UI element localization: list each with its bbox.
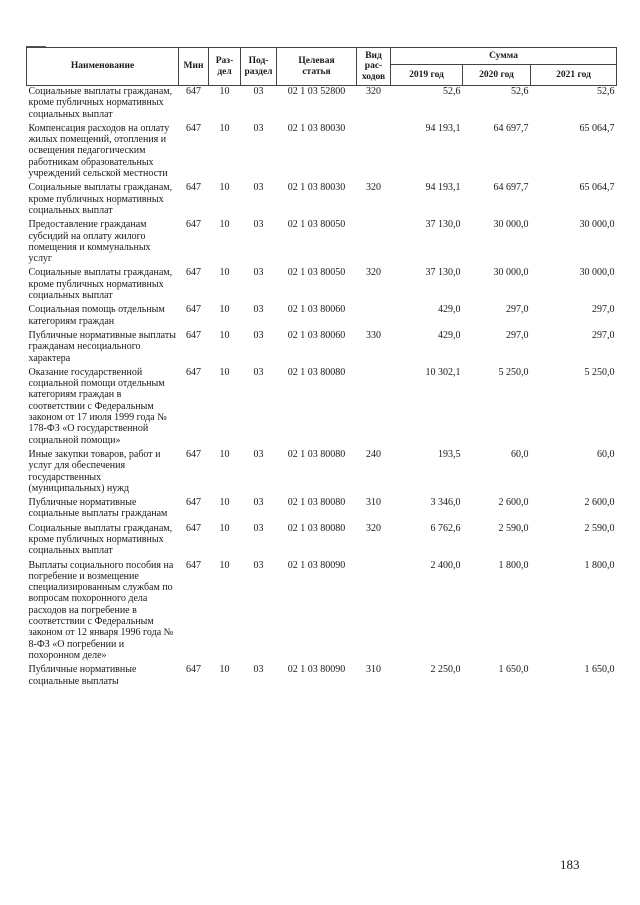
col-header-2020: 2020 год <box>463 65 531 86</box>
row-min: 647 <box>186 267 201 279</box>
row-expense-type: 320 <box>366 522 381 534</box>
row-min: 647 <box>186 182 201 194</box>
row-min: 647 <box>186 329 201 341</box>
row-sum-2021: 30 000,0 <box>579 219 615 231</box>
row-razdel: 10 <box>219 522 230 534</box>
row-target: 02 1 03 80080 <box>287 366 346 378</box>
row-razdel: 10 <box>219 219 230 231</box>
row-podrazdel: 03 <box>253 219 264 231</box>
row-min: 647 <box>186 448 201 460</box>
row-min: 647 <box>186 86 201 97</box>
row-name: Публичные нормативные социальные выплаты гражданам <box>28 497 168 520</box>
table-row <box>27 301 617 327</box>
row-sum-2019: 429,0 <box>438 329 461 341</box>
row-sum-2020: 2 590,0 <box>498 522 529 534</box>
table-row <box>27 520 617 557</box>
table-row <box>27 446 617 494</box>
row-podrazdel: 03 <box>253 448 264 460</box>
col-header-razdel <box>209 48 241 86</box>
row-min: 647 <box>186 304 201 316</box>
row-name: Социальные выплаты гражданам, кроме публичных нормативных социальных выплат <box>28 267 173 302</box>
row-name: Предоставление гражданам субсидий на оплату жилого помещения и коммунальных услуг <box>28 219 151 265</box>
row-name: Социальные выплаты гражданам, кроме публичных нормативных социальных выплат <box>28 86 173 120</box>
table-row <box>27 179 617 216</box>
row-sum-2019: 6 762,6 <box>430 522 461 534</box>
row-razdel: 10 <box>219 366 230 378</box>
row-target: 02 1 03 80080 <box>287 522 346 534</box>
row-sum-2021: 297,0 <box>592 329 615 341</box>
row-podrazdel: 03 <box>253 664 264 676</box>
row-razdel: 10 <box>219 267 230 279</box>
row-sum-2021: 30 000,0 <box>579 267 615 279</box>
row-podrazdel: 03 <box>253 522 264 534</box>
row-podrazdel: 03 <box>253 329 264 341</box>
row-expense-type: 320 <box>366 267 381 279</box>
col-header-sum: Сумма <box>391 48 617 65</box>
col-header-podrazdel <box>241 48 277 86</box>
row-expense-type: 320 <box>366 86 381 97</box>
table-row <box>27 264 617 301</box>
row-sum-2019: 429,0 <box>438 304 461 316</box>
table-row <box>27 494 617 520</box>
row-sum-2019: 52,6 <box>443 86 461 97</box>
row-sum-2020: 1 800,0 <box>498 559 529 571</box>
row-sum-2019: 2 400,0 <box>430 559 461 571</box>
row-min: 647 <box>186 219 201 231</box>
row-razdel: 10 <box>219 122 230 134</box>
row-expense-type <box>357 557 391 662</box>
row-sum-2021: 52,6 <box>597 86 615 97</box>
row-target: 02 1 03 80090 <box>287 559 346 571</box>
row-min: 647 <box>186 522 201 534</box>
table-row <box>27 120 617 179</box>
row-min: 647 <box>186 122 201 134</box>
page-number: 183 <box>560 857 580 872</box>
row-target: 02 1 03 80050 <box>287 267 346 279</box>
row-expense-type <box>357 301 391 327</box>
row-razdel: 10 <box>219 664 230 676</box>
row-target: 02 1 03 80090 <box>287 664 346 676</box>
row-target: 02 1 03 80060 <box>287 329 346 341</box>
row-podrazdel: 03 <box>253 497 264 509</box>
row-sum-2021: 65 064,7 <box>579 122 615 134</box>
row-target: 02 1 03 80080 <box>287 497 346 509</box>
col-header-target-text: Целевая статья <box>298 56 335 77</box>
row-sum-2019: 37 130,0 <box>425 219 461 231</box>
table-row <box>27 364 617 446</box>
row-target: 02 1 03 80080 <box>287 448 346 460</box>
row-sum-2020: 60,0 <box>511 448 529 460</box>
row-target: 02 1 03 52800 <box>287 86 346 97</box>
col-header-name: Наименование <box>27 48 179 86</box>
row-expense-type <box>357 120 391 179</box>
row-min: 647 <box>186 497 201 509</box>
table-row <box>27 86 617 120</box>
row-sum-2020: 30 000,0 <box>493 219 529 231</box>
col-header-2019: 2019 год <box>391 65 463 86</box>
row-expense-type: 330 <box>366 329 381 341</box>
table-row <box>27 661 617 687</box>
row-sum-2019: 94 193,1 <box>425 122 461 134</box>
row-razdel: 10 <box>219 448 230 460</box>
row-name: Иные закупки товаров, работ и услуг для обеспечения государственных (муниципальных) нужд <box>28 448 161 494</box>
row-sum-2020: 64 697,7 <box>493 122 529 134</box>
row-sum-2021: 5 250,0 <box>584 366 615 378</box>
row-razdel: 10 <box>219 559 230 571</box>
row-sum-2019: 2 250,0 <box>430 664 461 676</box>
row-min: 647 <box>186 366 201 378</box>
row-razdel: 10 <box>219 497 230 509</box>
row-name: Выплаты социального пособия на погребение и возмещение специализированным службам по вопросам похоронного дела расходов на погребение в соответствии с Федеральным законом от 12 января 1996 года № 8-ФЗ «О погребении и похоронном деле» <box>28 559 174 661</box>
row-expense-type: 310 <box>366 664 381 676</box>
row-podrazdel: 03 <box>253 304 264 316</box>
col-header-2021: 2021 год <box>531 65 617 86</box>
table-row <box>27 327 617 364</box>
row-name: Социальная помощь отдельным категориям граждан <box>28 304 165 327</box>
row-expense-type <box>357 216 391 264</box>
row-expense-type: 310 <box>366 497 381 509</box>
row-min: 647 <box>186 559 201 571</box>
col-header-min: Мин <box>179 48 209 86</box>
row-sum-2020: 297,0 <box>506 304 529 316</box>
row-sum-2019: 10 302,1 <box>425 366 461 378</box>
row-razdel: 10 <box>219 304 230 316</box>
row-name: Социальные выплаты гражданам, кроме публичных нормативных социальных выплат <box>28 522 173 557</box>
row-sum-2021: 60,0 <box>597 448 615 460</box>
row-podrazdel: 03 <box>253 366 264 378</box>
row-expense-type: 240 <box>366 448 381 460</box>
row-sum-2020: 64 697,7 <box>493 182 529 194</box>
row-sum-2020: 5 250,0 <box>498 366 529 378</box>
row-sum-2021: 2 590,0 <box>584 522 615 534</box>
row-name: Оказание государственной социальной помощи отдельным категориям граждан в соответствии с Федеральным законом от 17 июля 1999 года № 178-ФЗ «О государственной социальной помощи» <box>28 366 167 446</box>
row-podrazdel: 03 <box>253 122 264 134</box>
row-sum-2020: 2 600,0 <box>498 497 529 509</box>
row-podrazdel: 03 <box>253 267 264 279</box>
row-razdel: 10 <box>219 329 230 341</box>
row-razdel: 10 <box>219 86 230 97</box>
row-name: Публичные нормативные социальные выплаты <box>28 664 137 687</box>
row-podrazdel: 03 <box>253 559 264 571</box>
row-sum-2020: 297,0 <box>506 329 529 341</box>
row-min: 647 <box>186 664 201 676</box>
budget-table <box>26 47 617 687</box>
row-target: 02 1 03 80030 <box>287 182 346 194</box>
col-header-podrazdel-text: Под- раздел <box>244 56 273 77</box>
row-expense-type <box>357 364 391 446</box>
row-target: 02 1 03 80050 <box>287 219 346 231</box>
row-name: Компенсация расходов на оплату жилых помещений, отопления и освещения педагогическим работникам образовательных учреждений сельской местности <box>28 122 170 180</box>
row-name: Социальные выплаты гражданам, кроме публичных нормативных социальных выплат <box>28 182 173 216</box>
col-header-expense-type-text: Вид рас- ходов <box>361 50 386 82</box>
row-target: 02 1 03 80060 <box>287 304 346 316</box>
row-sum-2020: 30 000,0 <box>493 267 529 279</box>
row-sum-2021: 65 064,7 <box>579 182 615 194</box>
table-row <box>27 216 617 264</box>
row-sum-2019: 37 130,0 <box>425 267 461 279</box>
col-header-expense-type <box>357 48 391 86</box>
row-sum-2021: 1 800,0 <box>584 559 615 571</box>
row-sum-2019: 3 346,0 <box>430 497 461 509</box>
row-podrazdel: 03 <box>253 182 264 194</box>
row-expense-type: 320 <box>366 182 381 194</box>
table-header-row <box>27 48 617 65</box>
row-name: Публичные нормативные выплаты гражданам несоциального характера <box>28 329 176 364</box>
row-sum-2021: 1 650,0 <box>584 664 615 676</box>
table-row <box>27 557 617 662</box>
row-sum-2021: 297,0 <box>592 304 615 316</box>
row-razdel: 10 <box>219 182 230 194</box>
row-sum-2020: 1 650,0 <box>498 664 529 676</box>
row-target: 02 1 03 80030 <box>287 122 346 134</box>
row-sum-2019: 193,5 <box>438 448 461 460</box>
row-sum-2020: 52,6 <box>511 86 529 97</box>
row-podrazdel: 03 <box>253 86 264 97</box>
row-sum-2019: 94 193,1 <box>425 182 461 194</box>
col-header-target <box>277 48 357 86</box>
row-sum-2021: 2 600,0 <box>584 497 615 509</box>
col-header-razdel-text: Раз- дел <box>215 56 234 77</box>
